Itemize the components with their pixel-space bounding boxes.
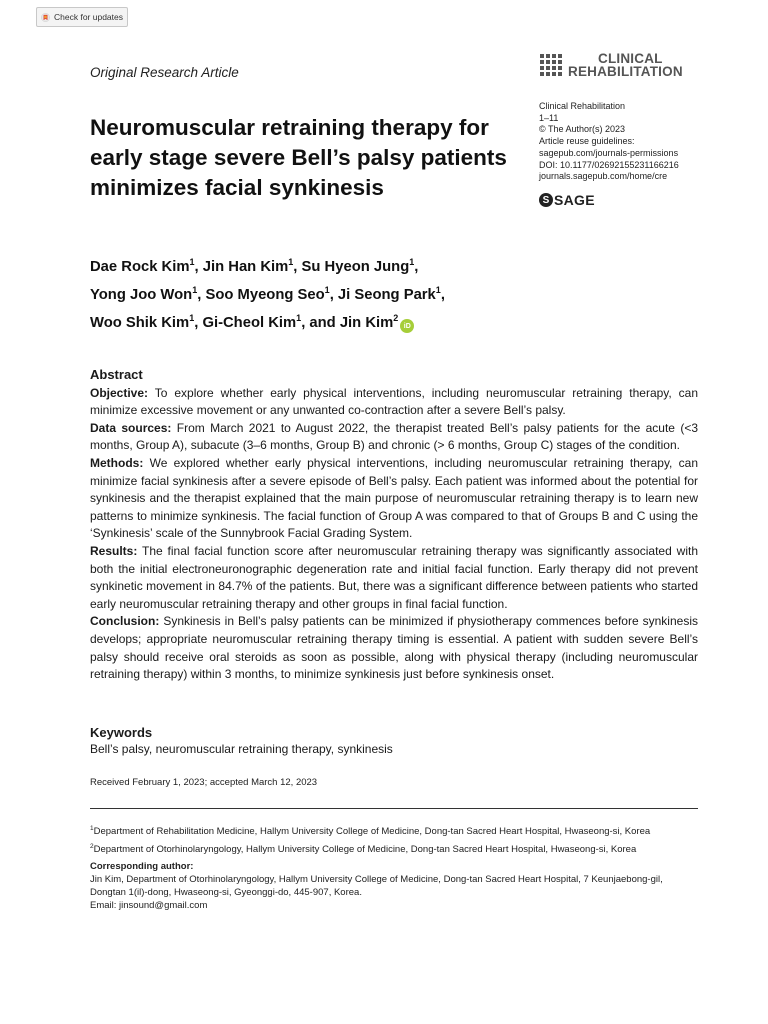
abstract-section-text: From March 2021 to August 2022, the therapist treated Bell’s palsy patients for the acute (<3 months, Group A), subacute (3–6 months, Group B) and chronic (> 6 months, Group C) stages of the condition. [90, 420, 699, 453]
author-separator: , and [301, 314, 340, 331]
abstract-section-label: Methods: [90, 455, 144, 470]
journal-meta-line: Article reuse guidelines: [539, 136, 635, 147]
author-affiliation-mark: 1 [189, 257, 195, 267]
corresponding-author-heading: Corresponding author: [90, 861, 194, 872]
author-separator: , [414, 258, 419, 275]
journal-meta-line: 1–11 [539, 112, 559, 123]
author-separator: , [293, 258, 302, 275]
author-name: Ji Seong Park [337, 286, 436, 303]
affiliation-line [90, 839, 702, 857]
logo-line-1: CLINICAL [598, 51, 663, 66]
corresponding-author-line: Email: jinsound@gmail.com [90, 900, 208, 911]
author-name: Jin Kim [339, 314, 394, 331]
author-affiliation-mark: 1 [409, 257, 415, 267]
journal-meta-line: sagepub.com/journals-permissions [539, 147, 679, 158]
author-separator: , [194, 258, 203, 275]
abstract-section-label: Objective: [90, 385, 149, 400]
abstract-section [90, 455, 698, 543]
journal-meta-line: Clinical Rehabilitation [539, 101, 626, 111]
author-affiliation-mark: 2 [393, 312, 399, 323]
keywords-heading: Keywords [90, 725, 153, 740]
author-list [90, 251, 530, 335]
article-title: Neuromuscular retraining therapy for early stage severe Bell’s palsy patients minimizes facial synkinesis [90, 115, 507, 200]
author-affiliation-mark: 1 [435, 284, 441, 295]
abstract-section [90, 613, 698, 683]
check-for-updates-icon [41, 11, 50, 24]
author-affiliation-mark: 1 [189, 312, 195, 323]
author-affiliation-mark: 1 [192, 284, 198, 295]
received-dates: Received February 1, 2023; accepted March 12, 2023 [90, 777, 318, 788]
affiliation-text: Department of Otorhinolaryngology, Hallym University College of Medicine, Dong-tan Sacred Heart Hospital, Hwaseong-si, Korea [93, 844, 637, 856]
abstract-section-label: Results: [90, 543, 138, 558]
affiliations [90, 821, 702, 857]
journal-meta-line: DOI: 10.1177/02692155231166216 [539, 159, 679, 170]
sage-icon: S [539, 193, 553, 207]
author-name: Soo Myeong Seo [205, 286, 325, 303]
orcid-icon[interactable]: iD [400, 319, 414, 333]
author-affiliation-mark: 1 [324, 284, 330, 295]
abstract-section-text: To explore whether early physical interventions, including neuromuscular retraining therapy, can minimize excessive movement or any unwanted co-contraction after a severe Bell’s palsy. [90, 385, 698, 418]
check-for-updates-label: Check for updates [54, 12, 123, 22]
logo-grid-icon [540, 54, 562, 76]
journal-logo [540, 52, 683, 78]
corresponding-author [90, 860, 698, 912]
publisher-name: SAGE [554, 192, 595, 208]
journal-meta-line: © The Author(s) 2023 [539, 124, 626, 135]
author-name: Gi-Cheol Kim [202, 314, 297, 331]
abstract-body [90, 385, 698, 684]
abstract-section-text: We explored whether early physical interventions, including neuromuscular retraining therapy, can minimize facial synkinesis after a severe episode of Bell’s palsy. Each patient was informed about the potential for synkinesis and the therapist explained that the main purpose of neuromuscular retraining therapy is to learn new patterns to minimize synkinesis. The facial function of Group A was compared to that of Groups B and C using the ‘Synkinesis’ scale of the Sunnybrook Facial Grading System. [90, 455, 698, 541]
author-separator: , [329, 286, 338, 303]
divider [90, 808, 698, 809]
author-separator: , [440, 286, 445, 303]
abstract [90, 366, 698, 684]
logo-line-2: REHABILITATION [568, 64, 683, 79]
author-name: Yong Joo Won [90, 286, 193, 303]
affiliation-number: 1 [90, 825, 94, 832]
author-separator: , [194, 314, 203, 331]
abstract-heading: Abstract [90, 367, 143, 382]
author-name: Jin Han Kim [202, 258, 289, 275]
journal-metadata [539, 101, 679, 183]
author-name: Dae Rock Kim [90, 258, 190, 275]
article-type: Original Research Article [90, 65, 239, 80]
affiliation-text: Department of Rehabilitation Medicine, Hallym University College of Medicine, Dong-tan Sacred Heart Hospital, Hwaseong-si, Korea [93, 826, 651, 838]
abstract-section-text: Synkinesis in Bell’s palsy patients can be minimized if physiotherapy commences before synkinesis develops; appropriate neuromuscular retraining therapy timing is essential. A patient with sudden severe Bell’s palsy should receive oral steroids as soon as possible, along with physical therapy (including neuromuscular retraining therapy) within 3 months, to minimize synkinesis just before synkinesis onset. [90, 614, 698, 682]
abstract-section-text: The final facial function score after neuromuscular retraining therapy was significantly associated with both the initial electroneuronographic degeneration rate and initial facial function. Early therapy did not prevent synkinetic movement in 84.7% of the patients. But, there was a significant difference between patients who started early neuromuscular retraining therapy and other groups in final facial function. [90, 543, 698, 611]
abstract-section [90, 420, 698, 455]
journal-meta-line: journals.sagepub.com/home/cre [539, 171, 668, 182]
abstract-section-label: Conclusion: [90, 614, 160, 629]
abstract-section [90, 385, 698, 420]
author-name: Woo Shik Kim [90, 314, 190, 331]
check-for-updates-button[interactable] [36, 7, 128, 27]
keywords-section [90, 724, 698, 758]
abstract-section-label: Data sources: [90, 420, 172, 435]
affiliation-line [90, 821, 702, 839]
author-separator: , [197, 286, 206, 303]
author-name: Su Hyeon Jung [301, 258, 410, 275]
author-affiliation-mark: 1 [288, 257, 294, 267]
author-affiliation-mark: 1 [296, 312, 302, 323]
corresponding-author-line: Jin Kim, Department of Otorhinolaryngology, Hallym University College of Medicine, Dong-tan Sacred Heart Hospital, 7 Keunjaebong-gil, Dongtan 1(il)-dong, Hwaseong-si, Gyeonggi-do, 445-907, Korea. [90, 874, 663, 898]
publisher-logo [539, 192, 595, 208]
affiliation-number: 2 [90, 843, 94, 851]
keywords-text: Bell’s palsy, neuromuscular retraining therapy, synkinesis [90, 742, 393, 756]
abstract-section [90, 543, 698, 613]
